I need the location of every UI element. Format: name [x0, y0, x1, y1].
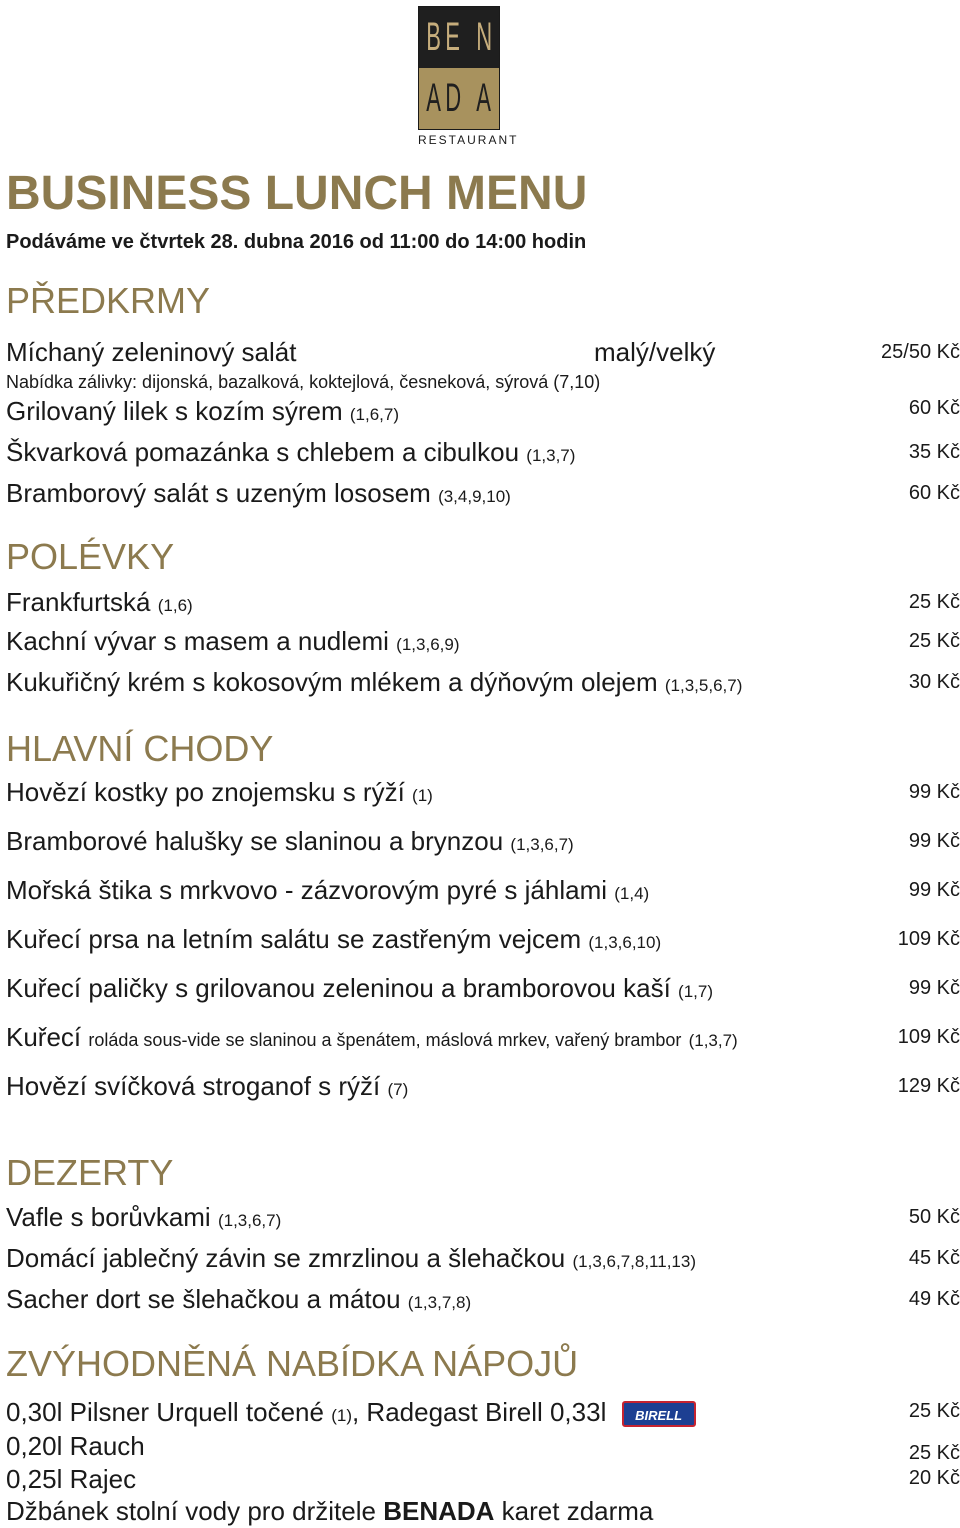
menu-item-price: 109 Kč	[897, 928, 960, 950]
menu-item-price: 45 Kč	[908, 1247, 960, 1269]
drink-allergens: (1)	[331, 1406, 352, 1425]
menu-item-allergens: (3,4,9,10)	[438, 487, 511, 506]
menu-item-name: Grilovaný lilek s kozím sýrem	[6, 396, 343, 426]
page-title: BUSINESS LUNCH MENU	[6, 167, 588, 220]
menu-item-note: Nabídka zálivky: dijonská, bazalková, koktejlová, česneková, sýrová (7,10)	[6, 372, 601, 392]
section-heading-dezerty: DEZERTY	[6, 1152, 174, 1193]
menu-item-allergens: (1,3,7,8)	[407, 1293, 472, 1312]
menu-item-name: Sacher dort se šlehačkou a mátou	[6, 1284, 401, 1314]
menu-item-name: Bramborový salát s uzeným lososem	[6, 478, 431, 508]
menu-item-name: Mořská štika s mrkvovo - zázvorovým pyré s jáhlami	[6, 875, 608, 905]
menu-item-allergens: (1,3,7)	[688, 1031, 738, 1050]
logo-letter: E	[445, 15, 460, 59]
menu-item-name: Kuřecí paličky s grilovanou zeleninou a bramborovou kaší	[6, 973, 671, 1003]
menu-item	[6, 1243, 696, 1274]
menu-item-price: 109 Kč	[897, 1026, 960, 1048]
logo-letter: B	[426, 15, 441, 59]
menu-item-name: Míchaný zeleninový salát	[6, 337, 297, 367]
drink-text: 0,30l Pilsner Urquell točené	[6, 1397, 324, 1427]
menu-item-allergens: (1,3,5,6,7)	[664, 676, 743, 695]
restaurant-logo	[418, 6, 519, 147]
menu-item-name: Hovězí kostky po znojemsku s rýží	[6, 777, 405, 807]
menu-item-name: Domácí jablečný závin se zmrzlinou a šlehačkou	[6, 1243, 566, 1273]
menu-item	[6, 826, 574, 857]
menu-item-price: 49 Kč	[908, 1288, 960, 1310]
menu-item-allergens: (1,6,7)	[349, 405, 399, 424]
menu-item-name: Vafle s borůvkami	[6, 1202, 211, 1232]
drink-text: karet zdarma	[501, 1496, 654, 1526]
menu-item-price: 50 Kč	[908, 1206, 960, 1228]
menu-item-price: 60 Kč	[908, 482, 960, 504]
menu-item-allergens: (1,3,6,7)	[510, 835, 574, 854]
menu-item	[6, 1284, 471, 1315]
birell-logo: BIRELL	[622, 1401, 696, 1427]
menu-item-price: 99 Kč	[908, 879, 960, 901]
drink-line	[6, 1464, 136, 1495]
logo-letter: D	[445, 76, 462, 120]
menu-item	[6, 875, 649, 906]
drink-line	[6, 1431, 145, 1462]
menu-item-price: 25/50 Kč	[881, 341, 960, 363]
drink-text: 0,25l Rajec	[6, 1464, 137, 1494]
section-heading-predkrmy: PŘEDKRMY	[6, 280, 211, 321]
menu-item-price: 129 Kč	[897, 1075, 960, 1097]
drink-bold-text: BENADA	[383, 1496, 495, 1526]
menu-item	[6, 973, 713, 1004]
menu-item	[6, 1071, 408, 1102]
drink-price: 25 Kč	[908, 1400, 960, 1422]
menu-item-name: Kukuřičný krém s kokosovým mlékem a dýňovým olejem	[6, 667, 658, 697]
menu-item-allergens: (1,7)	[678, 982, 714, 1001]
menu-item	[6, 667, 742, 698]
section-heading-hlavni-chody: HLAVNÍ CHODY	[6, 728, 274, 769]
menu-item-price: 35 Kč	[908, 441, 960, 463]
menu-item	[6, 626, 459, 657]
menu-item	[6, 1202, 281, 1233]
drink-price: 25 Kč	[908, 1442, 960, 1464]
menu-item-name: Kachní vývar s masem a nudlemi	[6, 626, 389, 656]
logo-cell-top-left	[419, 7, 463, 68]
drink-text: , Radegast Birell 0,33l	[351, 1397, 607, 1427]
menu-item-name: Kuřecí prsa na letním salátu se zastřeným vejcem	[6, 924, 582, 954]
menu-item-name: Frankfurtská	[6, 587, 151, 617]
menu-item-price: 99 Kč	[908, 830, 960, 852]
menu-item	[6, 587, 193, 618]
logo-subtitle: RESTAURANT	[418, 133, 519, 147]
section-heading-napoje: ZVÝHODNĚNÁ NABÍDKA NÁPOJŮ	[6, 1343, 579, 1384]
menu-item-size-label: malý/velký	[594, 337, 716, 367]
menu-item-name: Hovězí svíčková stroganof s rýží	[6, 1071, 381, 1101]
drink-text: 0,20l Rauch	[6, 1431, 145, 1461]
page-subtitle: Podáváme ve čtvrtek 28. dubna 2016 od 11:00 do 14:00 hodin	[6, 231, 587, 253]
menu-item-price: 60 Kč	[908, 397, 960, 419]
menu-item-description: roláda sous-vide se slaninou a špenátem, máslová mrkev, vařený brambor	[88, 1030, 682, 1050]
menu-item-name: Škvarková pomazánka s chlebem a cibulkou	[6, 437, 520, 467]
menu-item-name: Kuřecí	[6, 1022, 82, 1052]
menu-item-name: Bramborové halušky se slaninou a brynzou	[6, 826, 504, 856]
drink-price: 20 Kč	[908, 1467, 960, 1489]
menu-item-allergens: (7)	[387, 1080, 409, 1099]
menu-item-price: 25 Kč	[908, 630, 960, 652]
menu-item-price: 99 Kč	[908, 781, 960, 803]
menu-item-allergens: (1,3,6,7)	[217, 1211, 282, 1230]
logo-cell-top-right	[463, 7, 499, 68]
section-heading-polevky: POLÉVKY	[6, 536, 175, 577]
menu-item	[6, 396, 399, 427]
logo-letter: N	[475, 15, 492, 59]
logo-letter: A	[475, 76, 491, 120]
menu-item-price: 25 Kč	[908, 591, 960, 613]
menu-item-allergens: (1,3,6,9)	[396, 635, 460, 654]
menu-item-allergens: (1,3,6,7,8,11,13)	[572, 1252, 696, 1271]
menu-item	[6, 1022, 738, 1053]
menu-item-price: 30 Kč	[908, 671, 960, 693]
logo-letter: A	[426, 76, 441, 120]
menu-item-allergens: (1,6)	[157, 596, 193, 615]
logo-cell-bottom-right	[463, 68, 499, 129]
drink-text: Džbánek stolní vody pro držitele	[6, 1496, 376, 1526]
menu-item-allergens: (1,4)	[614, 884, 650, 903]
menu-item-allergens: (1)	[412, 786, 433, 805]
drink-line	[6, 1397, 696, 1428]
logo-cell-bottom-left	[419, 68, 463, 129]
menu-item	[6, 437, 575, 468]
menu-item-allergens: (1,3,7)	[526, 446, 576, 465]
menu-item-price: 99 Kč	[908, 977, 960, 999]
menu-item	[6, 478, 511, 509]
menu-item-allergens: (1,3,6,10)	[588, 933, 662, 952]
drink-line	[6, 1496, 653, 1527]
menu-item	[6, 924, 661, 955]
menu-item	[6, 777, 433, 808]
